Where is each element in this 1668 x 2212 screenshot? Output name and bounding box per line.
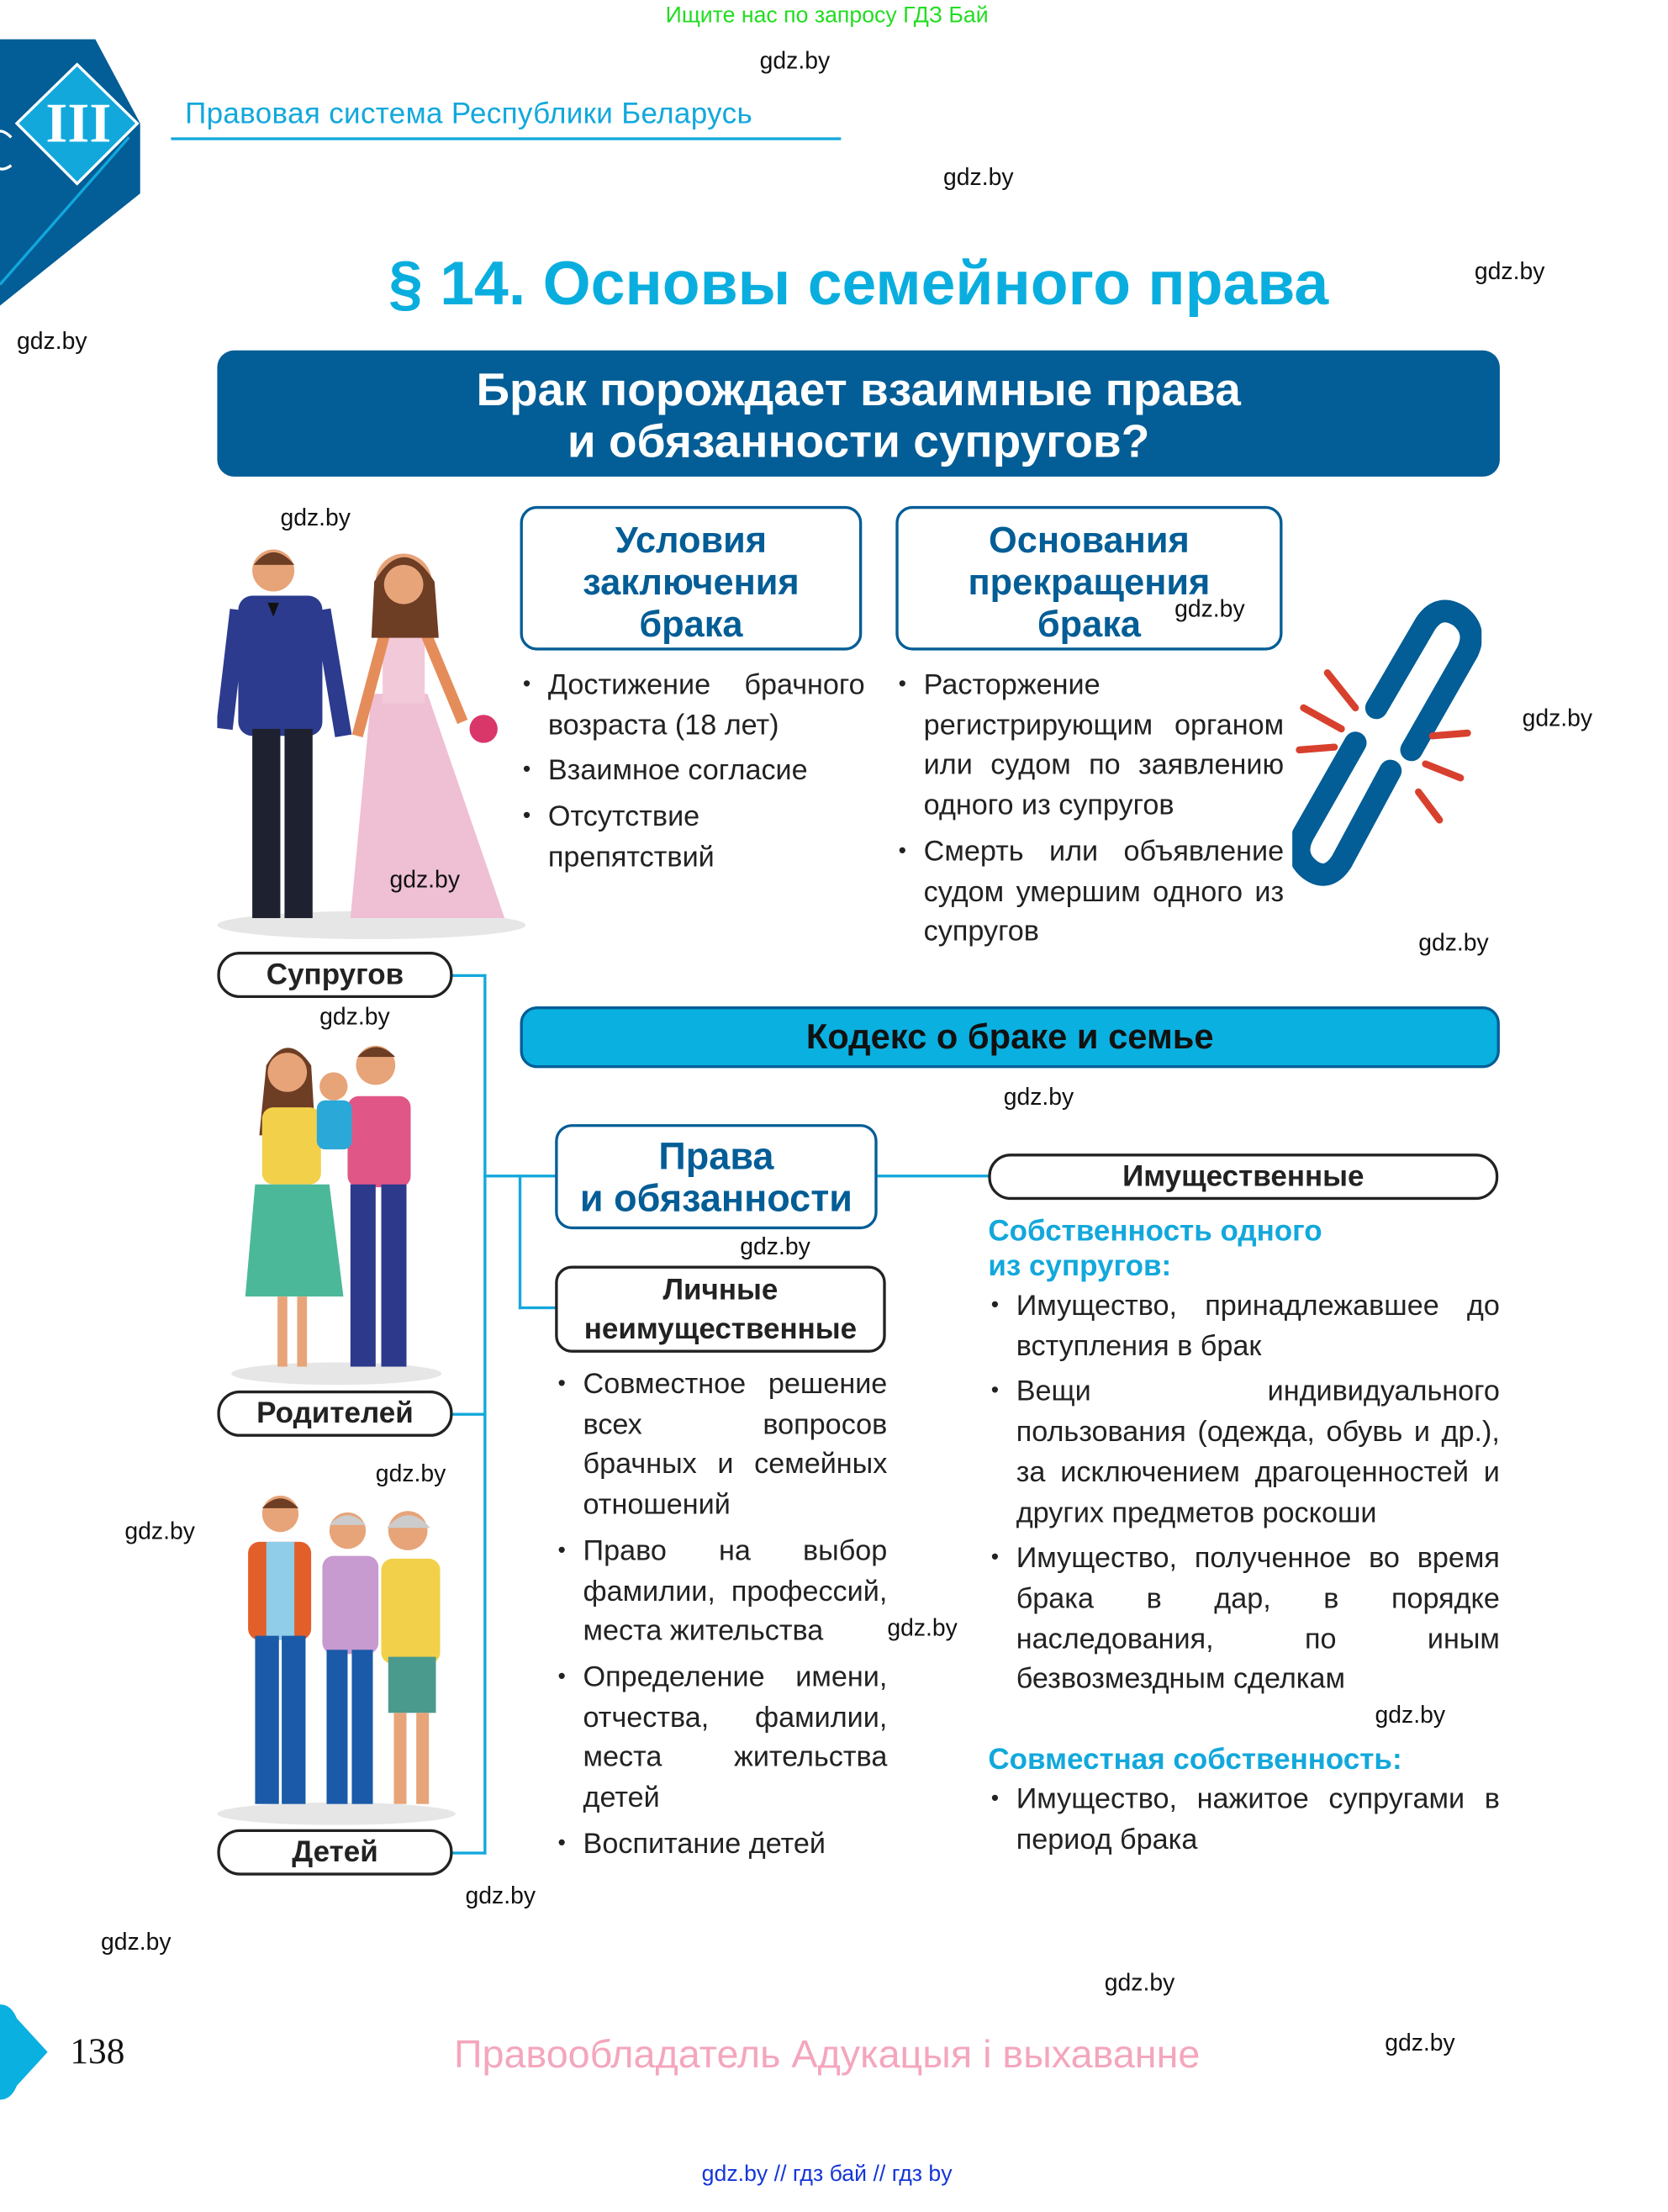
- heading-line: брака: [1037, 602, 1141, 645]
- list-item: • Вещи индивидуального пользования (одежда, обувь и др.), за исключением драгоценностей и других предметов роскоши: [991, 1373, 1500, 1534]
- heading-line: из супругов:: [988, 1250, 1172, 1283]
- watermark: gdz.by: [1522, 705, 1593, 732]
- connector-line: [519, 1175, 521, 1309]
- list-item: • Имущество, принадлежавшее до вступления в брак: [991, 1286, 1500, 1367]
- connector-line: [519, 1307, 557, 1309]
- watermark: gdz.by: [887, 1614, 958, 1642]
- watermark: gdz.by: [1003, 1083, 1074, 1111]
- list-item: • Право на выбор фамилии, профессий, места жительства: [558, 1532, 888, 1653]
- heading-line: заключения: [583, 560, 800, 603]
- banner-line-1: Брак порождает взаимные права: [476, 362, 1241, 415]
- watermark: gdz.by: [1174, 595, 1245, 623]
- question-banner: [217, 351, 1499, 477]
- chapter-underline: [171, 137, 841, 140]
- connector-line: [453, 1413, 487, 1416]
- heading-line: брака: [639, 602, 743, 645]
- watermark: gdz.by: [740, 1233, 810, 1260]
- list-item: • Достижение брачного возраста (18 лет): [523, 666, 865, 747]
- heading-line: Условия: [615, 518, 768, 561]
- watermark: gdz.by: [101, 1929, 172, 1956]
- separate-property-heading: [988, 1214, 1322, 1284]
- watermark: gdz.by: [1385, 2030, 1455, 2056]
- heading-line: неимущественные: [583, 1313, 858, 1346]
- chapter-title: Правовая система Республики Беларусь: [185, 98, 753, 131]
- parents-with-child-illustration: [224, 1037, 449, 1388]
- chapter-number: III: [45, 91, 112, 155]
- copyright-notice: Правообладатель Адукацыя і выхаванне: [453, 2032, 1201, 2077]
- list-item: • Имущество, нажитое супругами в период брака: [991, 1780, 1500, 1861]
- joint-property-heading: Совместная собственность:: [988, 1743, 1402, 1776]
- pill-spouses: Супругов: [217, 952, 452, 998]
- heading-line: Личные: [662, 1274, 779, 1307]
- personal-nonproperty-box: [555, 1265, 885, 1352]
- watermark: gdz.by: [1418, 929, 1489, 957]
- footer-links[interactable]: gdz.by // гдз бай // гдз by: [701, 2162, 953, 2187]
- list-item: • Расторжение регистрирующим органом или судом по заявлению одного из супругов: [899, 666, 1284, 826]
- list-item: • Совместное решение всех вопросов брачных и семейных отношений: [558, 1365, 888, 1526]
- termination-list: [899, 666, 1284, 958]
- heading-line: Основания: [989, 518, 1190, 561]
- pill-children: Детей: [217, 1829, 452, 1876]
- codex-banner: Кодекс о браке и семье: [520, 1006, 1500, 1068]
- list-item: • Воспитание детей: [558, 1824, 888, 1865]
- marriage-conditions-box: [520, 506, 863, 651]
- list-item: • Отсутствие препятствий: [523, 798, 865, 879]
- watermark: gdz.by: [389, 866, 460, 894]
- adult-children-illustration: [217, 1489, 455, 1825]
- watermark: gdz.by: [759, 47, 831, 75]
- list-item: • Смерть или объявление судом умершим одного из супругов: [899, 832, 1284, 953]
- list-item: • Имущество, полученное во время брака в дар, в порядке наследования, по иным безвозмездным сделкам: [991, 1539, 1500, 1700]
- page-number: 138: [70, 2030, 125, 2072]
- pill-property: Имущественные: [988, 1154, 1498, 1200]
- rights-duties-box: [555, 1124, 877, 1229]
- connector-line: [453, 974, 487, 977]
- connector-line: [453, 1851, 487, 1854]
- pill-parents: Родителей: [217, 1391, 452, 1437]
- watermark: gdz.by: [319, 1003, 390, 1031]
- connector-line: [878, 1175, 990, 1177]
- couple-illustration: [217, 540, 532, 946]
- heading-line: и обязанности: [579, 1177, 852, 1220]
- watermark: gdz.by: [465, 1882, 536, 1909]
- heading-line: Собственность одного: [988, 1215, 1322, 1248]
- watermark: gdz.by: [17, 328, 87, 355]
- broken-chain-icon: [1292, 596, 1481, 893]
- conditions-list: [523, 666, 865, 884]
- watermark: gdz.by: [375, 1460, 446, 1487]
- list-item: • Определение имени, отчества, фамилии, места жительства детей: [558, 1658, 888, 1819]
- heading-line: Права: [658, 1135, 774, 1178]
- watermark: gdz.by: [1474, 257, 1545, 285]
- list-item: • Взаимное согласие: [523, 752, 865, 792]
- personal-rights-list: [558, 1365, 888, 1871]
- watermark: gdz.by: [943, 164, 1014, 191]
- banner-line-2: и обязанности супругов?: [567, 414, 1150, 467]
- flower-bouquet-icon: [470, 715, 498, 742]
- separate-property-list: [991, 1286, 1500, 1706]
- watermark: gdz.by: [1375, 1701, 1446, 1729]
- search-hint[interactable]: Ищите нас по запросу ГДЗ Бай: [665, 4, 989, 29]
- marriage-termination-box: [895, 506, 1282, 651]
- heading-line: прекращения: [968, 560, 1211, 603]
- watermark: gdz.by: [280, 504, 351, 531]
- watermark: gdz.by: [124, 1518, 195, 1545]
- page-title: § 14. Основы семейного права: [388, 249, 1329, 319]
- watermark: gdz.by: [1104, 1969, 1175, 1997]
- joint-property-list: [991, 1780, 1500, 1866]
